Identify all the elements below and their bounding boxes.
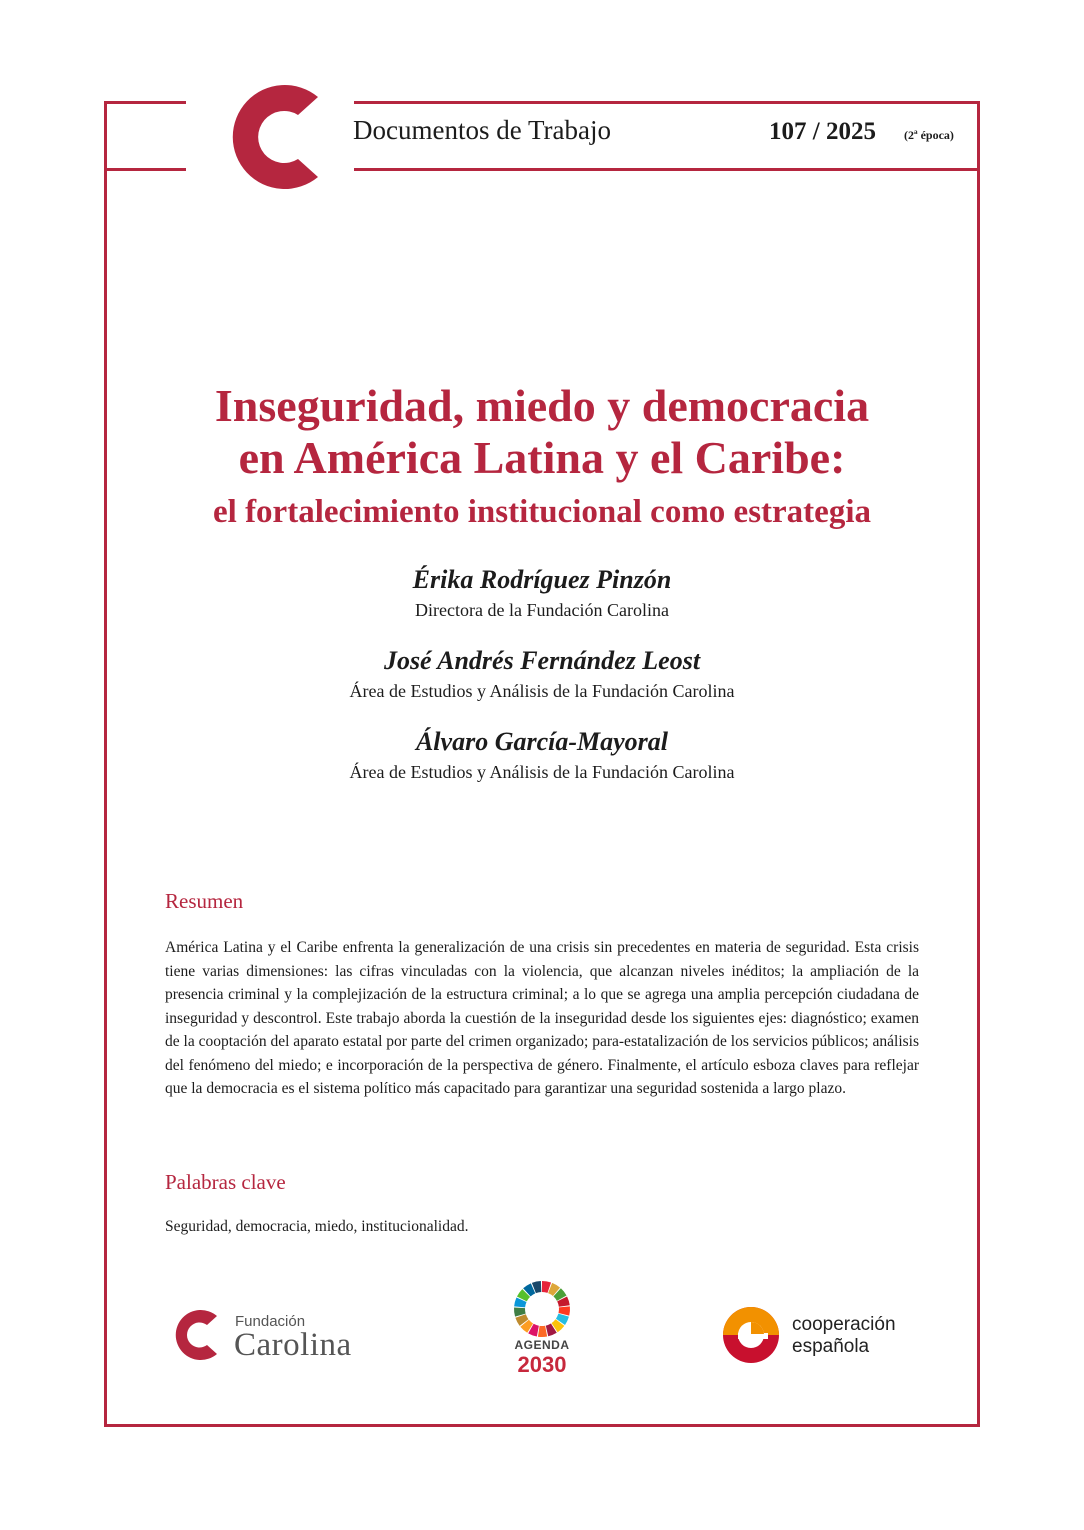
- author-name: José Andrés Fernández Leost: [383, 646, 701, 675]
- carolina-label: Carolina: [234, 1327, 352, 1363]
- document-epoch: (2ª época): [904, 128, 954, 142]
- agenda-2030-logo: [505, 1280, 579, 1380]
- sdg-wheel-icon: [513, 1280, 571, 1338]
- document-number: 107 / 2025: [769, 118, 876, 145]
- agenda-year: 2030: [517, 1352, 567, 1377]
- cooperacion-label: [792, 1314, 896, 1358]
- document-subtitle: el fortalecimiento institucional como estrategia: [213, 494, 871, 530]
- title-line-2: en América Latina y el Caribe:: [238, 432, 846, 483]
- document-series: Documentos de Trabajo: [353, 115, 611, 145]
- title-line-1: Inseguridad, miedo y democracia: [214, 380, 870, 431]
- carolina-c-icon: [172, 1305, 224, 1365]
- sdg-wheel-segment: [538, 1326, 547, 1337]
- cooperacion-espanola-logo: [722, 1304, 942, 1368]
- abstract-heading: Resumen: [165, 889, 244, 913]
- cooperacion-line-1: cooperación: [792, 1314, 896, 1335]
- cooperacion-e-icon: [722, 1304, 780, 1366]
- fundacion-label: Fundación: [235, 1313, 306, 1330]
- author-affiliation: Área de Estudios y Análisis de la Fundación Carolina: [349, 762, 735, 782]
- author-name: Álvaro García-Mayoral: [415, 727, 669, 756]
- cooperacion-line-2: española: [792, 1336, 870, 1357]
- keywords-heading: Palabras clave: [165, 1170, 286, 1194]
- author-affiliation: Área de Estudios y Análisis de la Fundación Carolina: [349, 681, 735, 701]
- author-name: Érika Rodríguez Pinzón: [412, 565, 672, 594]
- document-title: [104, 380, 980, 484]
- fundacion-carolina-c-logo: [220, 75, 332, 199]
- fundacion-carolina-logo: [172, 1305, 382, 1371]
- abstract-text: América Latina y el Caribe enfrenta la generalización de una crisis sin precedentes en materia de seguridad. Esta crisis tiene varias dimensiones: las cifras vinculadas con la violencia, que alcanzan niveles inéditos; la ampliación de la presencia criminal y la complejización de la estructura criminal; a lo que se agrega una amplia percepción ciudadana de inseguridad y descontrol. Este trabajo aborda la cuestión de la inseguridad desde los siguientes ejes: diagnóstico; examen de la cooptación del aparato estatal por parte del crimen organizado; para-estatalización de los servicios públicos; análisis del fenómeno del miedo; e incorporación de la perspectiva de género. Finalmente, el artículo esboza claves para reflejar que la democracia es el sistema político más capacitado para garantizar una seguridad sostenida a largo plazo.: [165, 939, 919, 1097]
- author-affiliation: Directora de la Fundación Carolina: [415, 600, 669, 620]
- keywords-text: Seguridad, democracia, miedo, institucionalidad.: [165, 1218, 469, 1235]
- agenda-label: AGENDA: [514, 1338, 570, 1352]
